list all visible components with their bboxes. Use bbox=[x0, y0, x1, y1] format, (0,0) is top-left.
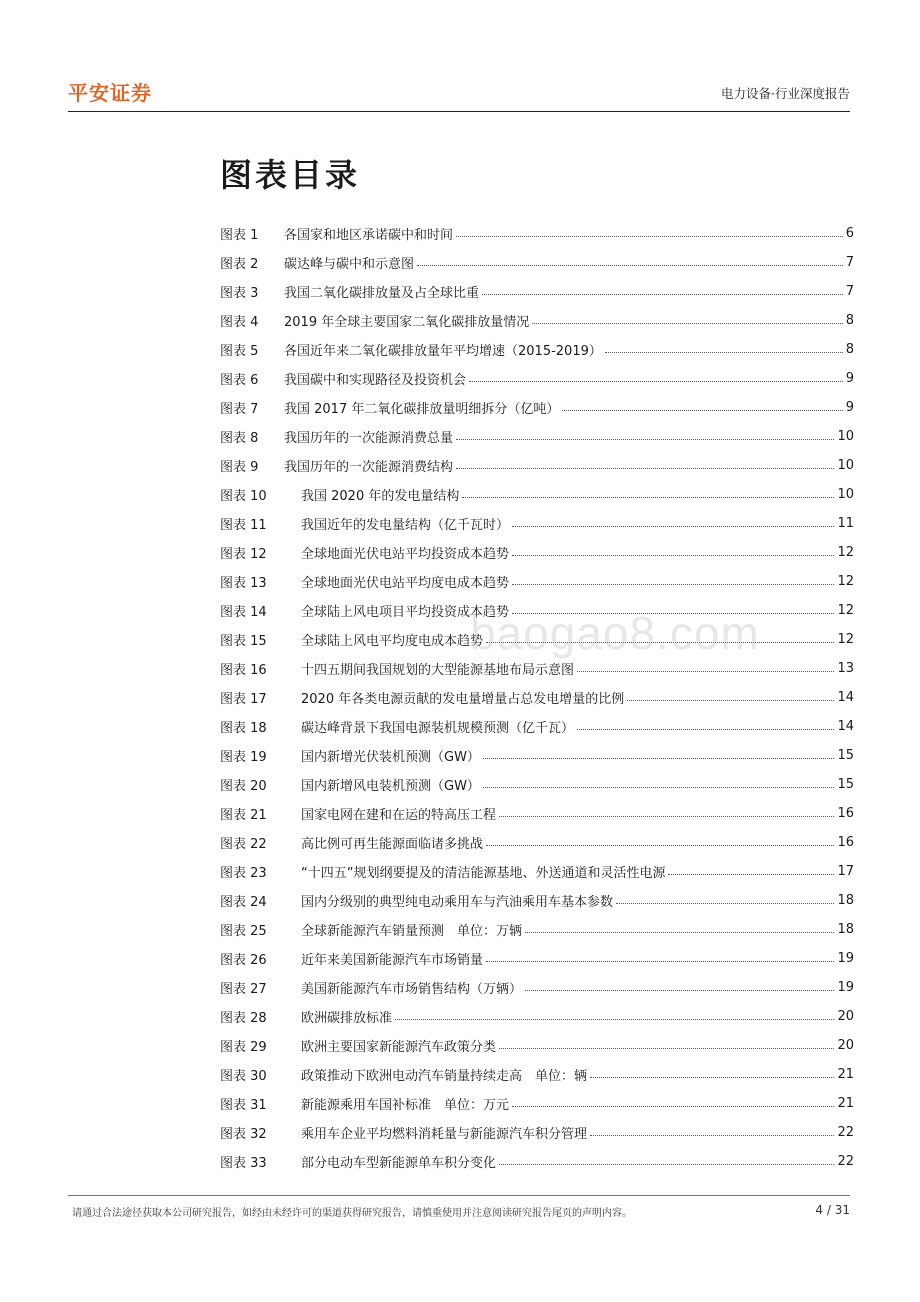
toc-entry[interactable] bbox=[220, 1118, 854, 1147]
toc-dot-leader bbox=[417, 265, 843, 266]
toc-dot-leader bbox=[512, 526, 834, 527]
toc-entry[interactable] bbox=[220, 219, 854, 248]
toc-entry-page: 15 bbox=[837, 748, 854, 763]
toc-entry-label: 图表 33 bbox=[220, 1156, 267, 1171]
toc-dot-leader bbox=[512, 555, 834, 556]
toc-dot-leader bbox=[483, 787, 835, 788]
figure-list bbox=[220, 219, 854, 1176]
page-title: 图表目录 bbox=[220, 156, 361, 194]
toc-entry-title: 我国 2017 年二氧化碳排放量明细拆分（亿吨） bbox=[284, 402, 560, 417]
toc-entry-page: 11 bbox=[837, 516, 854, 531]
toc-entry-page: 10 bbox=[837, 429, 854, 444]
watermark: baogao8.com bbox=[470, 607, 760, 659]
footer-disclaimer: 请通过合法途径获取本公司研究报告，如经由未经许可的渠道获得研究报告，请慎重使用并注意阅读研究报告尾页的声明内容。 bbox=[72, 1208, 632, 1219]
toc-entry-label: 图表 9 bbox=[220, 460, 259, 475]
toc-entry-page: 10 bbox=[837, 487, 854, 502]
toc-dot-leader bbox=[627, 700, 834, 701]
toc-entry[interactable] bbox=[220, 770, 854, 799]
toc-entry-title: 全球陆上风电项目平均投资成本趋势 bbox=[301, 605, 510, 620]
toc-entry-page: 7 bbox=[845, 255, 854, 270]
toc-entry-page: 21 bbox=[837, 1096, 854, 1111]
toc-entry-label: 图表 19 bbox=[220, 750, 267, 765]
toc-entry-title: 近年来美国新能源汽车市场销量 bbox=[301, 953, 484, 968]
toc-entry-title: 乘用车企业平均燃料消耗量与新能源汽车积分管理 bbox=[301, 1127, 588, 1142]
toc-entry-label: 图表 13 bbox=[220, 576, 267, 591]
toc-dot-leader bbox=[456, 439, 834, 440]
toc-entry[interactable] bbox=[220, 364, 854, 393]
page-number: 4 / 31 bbox=[815, 1203, 850, 1217]
toc-entry[interactable] bbox=[220, 915, 854, 944]
toc-entry-title: 我国历年的一次能源消费结构 bbox=[284, 460, 454, 475]
toc-entry-title: 我国 2020 年的发电量结构 bbox=[301, 489, 460, 504]
toc-entry-title: 欧洲碳排放标准 bbox=[301, 1011, 393, 1026]
toc-entry-page: 8 bbox=[845, 313, 854, 328]
toc-entry-label: 图表 15 bbox=[220, 634, 267, 649]
toc-entry-page: 9 bbox=[845, 371, 854, 386]
toc-entry-label: 图表 8 bbox=[220, 431, 259, 446]
toc-entry-title: 国内新增光伏装机预测（GW） bbox=[301, 750, 480, 765]
toc-dot-leader bbox=[469, 381, 843, 382]
toc-entry-page: 15 bbox=[837, 777, 854, 792]
toc-dot-leader bbox=[616, 903, 834, 904]
toc-entry[interactable] bbox=[220, 451, 854, 480]
toc-entry-page: 20 bbox=[837, 1038, 854, 1053]
toc-entry-title: 新能源乘用车国补标准 单位：万元 bbox=[301, 1098, 510, 1113]
toc-dot-leader bbox=[525, 932, 834, 933]
toc-entry[interactable] bbox=[220, 393, 854, 422]
toc-entry-label: 图表 14 bbox=[220, 605, 267, 620]
toc-dot-leader bbox=[499, 1164, 834, 1165]
toc-entry-title: 全球地面光伏电站平均度电成本趋势 bbox=[301, 576, 510, 591]
toc-entry[interactable] bbox=[220, 1089, 854, 1118]
toc-entry-page: 18 bbox=[837, 922, 854, 937]
toc-entry-title: 碳达峰与碳中和示意图 bbox=[284, 257, 415, 272]
toc-entry-page: 19 bbox=[837, 951, 854, 966]
toc-dot-leader bbox=[512, 1106, 834, 1107]
toc-entry-page: 6 bbox=[845, 226, 854, 241]
toc-entry-label: 图表 22 bbox=[220, 837, 267, 852]
toc-entry-title: 我国近年的发电量结构（亿千瓦时） bbox=[301, 518, 510, 533]
toc-entry-page: 12 bbox=[837, 574, 854, 589]
toc-entry-label: 图表 12 bbox=[220, 547, 267, 562]
toc-entry[interactable] bbox=[220, 1031, 854, 1060]
toc-dot-leader bbox=[590, 1135, 834, 1136]
toc-entry-title: 碳达峰背景下我国电源装机规模预测（亿千瓦） bbox=[301, 721, 575, 736]
toc-entry-title: 全球新能源汽车销量预测 单位：万辆 bbox=[301, 924, 523, 939]
toc-entry-label: 图表 5 bbox=[220, 344, 259, 359]
toc-entry-title: 国家电网在建和在运的特高压工程 bbox=[301, 808, 497, 823]
toc-dot-leader bbox=[577, 671, 834, 672]
toc-entry-label: 图表 16 bbox=[220, 663, 267, 678]
toc-entry-page: 22 bbox=[837, 1125, 854, 1140]
toc-entry-label: 图表 29 bbox=[220, 1040, 267, 1055]
toc-entry-title: 十四五期间我国规划的大型能源基地布局示意图 bbox=[301, 663, 575, 678]
toc-entry-page: 8 bbox=[845, 342, 854, 357]
toc-entry-label: 图表 1 bbox=[220, 228, 259, 243]
toc-dot-leader bbox=[577, 729, 834, 730]
toc-entry[interactable] bbox=[220, 683, 854, 712]
toc-dot-leader bbox=[532, 323, 843, 324]
report-type: 电力设备·行业深度报告 bbox=[721, 86, 850, 101]
toc-entry-page: 17 bbox=[837, 864, 854, 879]
toc-entry-page: 16 bbox=[837, 835, 854, 850]
toc-entry[interactable] bbox=[220, 480, 854, 509]
toc-entry-title: 全球陆上风电平均度电成本趋势 bbox=[301, 634, 484, 649]
toc-dot-leader bbox=[512, 584, 834, 585]
toc-entry-title: 2019 年全球主要国家二氧化碳排放量情况 bbox=[284, 315, 530, 330]
toc-entry-title: 我国历年的一次能源消费总量 bbox=[284, 431, 454, 446]
toc-entry[interactable] bbox=[220, 857, 854, 886]
toc-entry[interactable] bbox=[220, 306, 854, 335]
toc-entry-label: 图表 3 bbox=[220, 286, 259, 301]
toc-entry-title: 部分电动车型新能源单车积分变化 bbox=[301, 1156, 497, 1171]
toc-entry-label: 图表 23 bbox=[220, 866, 267, 881]
toc-entry-page: 7 bbox=[845, 284, 854, 299]
toc-entry-title: 各国近年来二氧化碳排放量年平均增速（2015-2019） bbox=[284, 344, 602, 359]
toc-entry-label: 图表 11 bbox=[220, 518, 267, 533]
toc-entry[interactable] bbox=[220, 567, 854, 596]
toc-entry-label: 图表 20 bbox=[220, 779, 267, 794]
toc-entry-label: 图表 21 bbox=[220, 808, 267, 823]
toc-entry-label: 图表 17 bbox=[220, 692, 267, 707]
toc-dot-leader bbox=[482, 294, 843, 295]
toc-entry-page: 14 bbox=[837, 690, 854, 705]
toc-entry-title: 欧洲主要国家新能源汽车政策分类 bbox=[301, 1040, 497, 1055]
toc-entry-label: 图表 27 bbox=[220, 982, 267, 997]
toc-entry-page: 18 bbox=[837, 893, 854, 908]
toc-entry-label: 图表 25 bbox=[220, 924, 267, 939]
toc-entry[interactable] bbox=[220, 828, 854, 857]
toc-entry-title: 全球地面光伏电站平均投资成本趋势 bbox=[301, 547, 510, 562]
toc-entry-label: 图表 18 bbox=[220, 721, 267, 736]
toc-entry-label: 图表 28 bbox=[220, 1011, 267, 1026]
toc-entry-label: 图表 31 bbox=[220, 1098, 267, 1113]
toc-entry-title: 政策推动下欧洲电动汽车销量持续走高 单位：辆 bbox=[301, 1069, 588, 1084]
toc-dot-leader bbox=[486, 845, 834, 846]
toc-entry-page: 16 bbox=[837, 806, 854, 821]
footer-divider bbox=[68, 1195, 850, 1196]
toc-entry-label: 图表 6 bbox=[220, 373, 259, 388]
toc-entry[interactable] bbox=[220, 712, 854, 741]
toc-dot-leader bbox=[590, 1077, 834, 1078]
toc-entry-page: 12 bbox=[837, 632, 854, 647]
toc-entry-page: 12 bbox=[837, 545, 854, 560]
toc-entry-title: 各国家和地区承诺碳中和时间 bbox=[284, 228, 454, 243]
toc-entry-label: 图表 26 bbox=[220, 953, 267, 968]
toc-entry-title: 2020 年各类电源贡献的发电量增量占总发电增量的比例 bbox=[301, 692, 625, 707]
toc-entry[interactable] bbox=[220, 799, 854, 828]
toc-entry-title: 国内分级别的典型纯电动乘用车与汽油乘用车基本参数 bbox=[301, 895, 614, 910]
header-divider bbox=[68, 111, 850, 112]
toc-entry-label: 图表 7 bbox=[220, 402, 259, 417]
toc-dot-leader bbox=[486, 961, 834, 962]
toc-dot-leader bbox=[456, 236, 843, 237]
toc-entry-page: 22 bbox=[837, 1154, 854, 1169]
toc-entry[interactable] bbox=[220, 886, 854, 915]
toc-entry[interactable] bbox=[220, 973, 854, 1002]
toc-dot-leader bbox=[668, 874, 834, 875]
toc-entry[interactable] bbox=[220, 248, 854, 277]
toc-dot-leader bbox=[483, 758, 835, 759]
toc-entry[interactable] bbox=[220, 741, 854, 770]
toc-entry-page: 9 bbox=[845, 400, 854, 415]
toc-entry-page: 21 bbox=[837, 1067, 854, 1082]
toc-dot-leader bbox=[525, 990, 834, 991]
toc-entry-page: 12 bbox=[837, 603, 854, 618]
toc-dot-leader bbox=[562, 410, 842, 411]
toc-entry[interactable] bbox=[220, 335, 854, 364]
toc-entry-page: 14 bbox=[837, 719, 854, 734]
toc-entry[interactable] bbox=[220, 1060, 854, 1089]
toc-dot-leader bbox=[605, 352, 843, 353]
toc-entry[interactable] bbox=[220, 277, 854, 306]
toc-entry-label: 图表 32 bbox=[220, 1127, 267, 1142]
toc-entry-title: 我国碳中和实现路径及投资机会 bbox=[284, 373, 467, 388]
toc-entry[interactable] bbox=[220, 1002, 854, 1031]
toc-entry[interactable] bbox=[220, 422, 854, 451]
toc-entry-page: 13 bbox=[837, 661, 854, 676]
toc-entry-title: “十四五”规划纲要提及的清洁能源基地、外送通道和灵活性电源 bbox=[301, 866, 666, 881]
toc-entry-title: 高比例可再生能源面临诸多挑战 bbox=[301, 837, 484, 852]
toc-entry-page: 10 bbox=[837, 458, 854, 473]
toc-dot-leader bbox=[499, 1048, 834, 1049]
toc-entry-label: 图表 30 bbox=[220, 1069, 267, 1084]
toc-dot-leader bbox=[499, 816, 834, 817]
toc-entry-title: 国内新增风电装机预测（GW） bbox=[301, 779, 480, 794]
toc-entry[interactable] bbox=[220, 944, 854, 973]
brand-logo: 平安证券 bbox=[68, 81, 152, 105]
toc-dot-leader bbox=[395, 1019, 834, 1020]
toc-entry-page: 20 bbox=[837, 1009, 854, 1024]
toc-entry-label: 图表 4 bbox=[220, 315, 259, 330]
toc-entry[interactable] bbox=[220, 1147, 854, 1176]
toc-entry-page: 19 bbox=[837, 980, 854, 995]
toc-entry-label: 图表 24 bbox=[220, 895, 267, 910]
toc-entry[interactable] bbox=[220, 538, 854, 567]
toc-entry[interactable] bbox=[220, 509, 854, 538]
toc-entry-title: 我国二氧化碳排放量及占全球比重 bbox=[284, 286, 480, 301]
toc-entry-title: 美国新能源汽车市场销售结构（万辆） bbox=[301, 982, 523, 997]
toc-entry-label: 图表 10 bbox=[220, 489, 267, 504]
toc-dot-leader bbox=[456, 468, 834, 469]
toc-dot-leader bbox=[462, 497, 834, 498]
toc-entry-label: 图表 2 bbox=[220, 257, 259, 272]
